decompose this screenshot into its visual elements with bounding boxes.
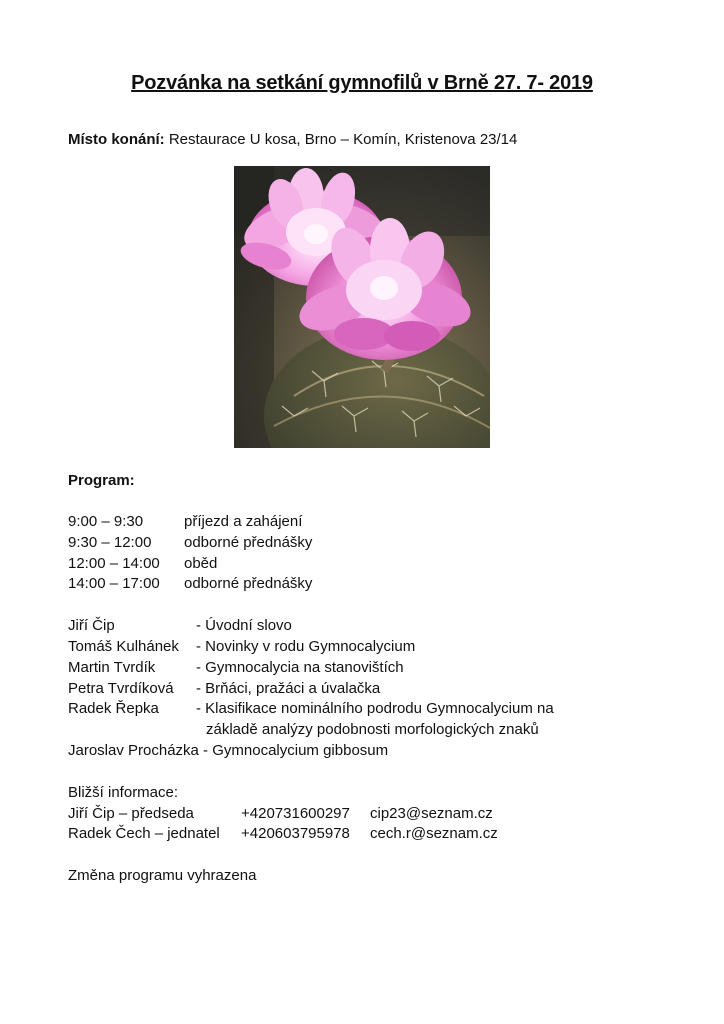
contact-email[interactable]: cech.r@seznam.cz bbox=[370, 825, 498, 842]
speaker-name: Petra Tvrdíková bbox=[68, 680, 174, 697]
schedule-time: 14:00 – 17:00 bbox=[68, 575, 160, 592]
speaker-topic-continuation: základě analýzy podobnosti morfologických znaků bbox=[206, 721, 539, 738]
schedule-activity: odborné přednášky bbox=[184, 575, 313, 592]
speaker-name: Tomáš Kulhánek bbox=[68, 638, 179, 655]
speaker-topic: - Novinky v rodu Gymnocalycium bbox=[196, 638, 416, 655]
venue-label: Místo konání: bbox=[68, 131, 165, 148]
last-speaker-line: Jaroslav Procházka - Gymnocalycium gibbosum bbox=[68, 742, 389, 759]
speaker-name: Jiří Čip bbox=[68, 617, 115, 634]
venue-line bbox=[68, 131, 517, 148]
speaker-topic: - Úvodní slovo bbox=[196, 617, 292, 634]
schedule-time: 9:30 – 12:00 bbox=[68, 534, 152, 551]
cactus-flower-photo bbox=[234, 166, 490, 448]
speaker-topic: - Gymnocalycia na stanovištích bbox=[196, 659, 404, 676]
schedule-time: 12:00 – 14:00 bbox=[68, 555, 160, 572]
contact-name: Radek Čech – jednatel bbox=[68, 825, 220, 842]
info-heading: Bližší informace: bbox=[68, 784, 179, 801]
contact-phone: +420731600297 bbox=[241, 805, 350, 822]
schedule-activity: odborné přednášky bbox=[184, 534, 313, 551]
schedule-activity: oběd bbox=[184, 555, 218, 572]
speaker-name: Radek Řepka bbox=[68, 700, 159, 717]
speaker-topic: - Klasifikace nominálního podrodu Gymnocalycium na bbox=[196, 700, 554, 717]
footer-note: Změna programu vyhrazena bbox=[68, 867, 257, 884]
speaker-topic: - Brňáci, pražáci a úvalačka bbox=[196, 680, 381, 697]
contact-email[interactable]: cip23@seznam.cz bbox=[370, 805, 493, 822]
schedule-activity: příjezd a zahájení bbox=[184, 513, 303, 530]
schedule-time: 9:00 – 9:30 bbox=[68, 513, 144, 530]
program-heading: Program: bbox=[68, 472, 135, 489]
contact-phone: +420603795978 bbox=[241, 825, 350, 842]
venue-value: Restaurace U kosa, Brno – Komín, Kristenova 23/14 bbox=[164, 131, 518, 148]
page-title: Pozvánka na setkání gymnofilů v Brně 27. 7- 2019 bbox=[131, 72, 593, 94]
speaker-name: Martin Tvrdík bbox=[68, 659, 156, 676]
contact-name: Jiří Čip – předseda bbox=[68, 805, 194, 822]
